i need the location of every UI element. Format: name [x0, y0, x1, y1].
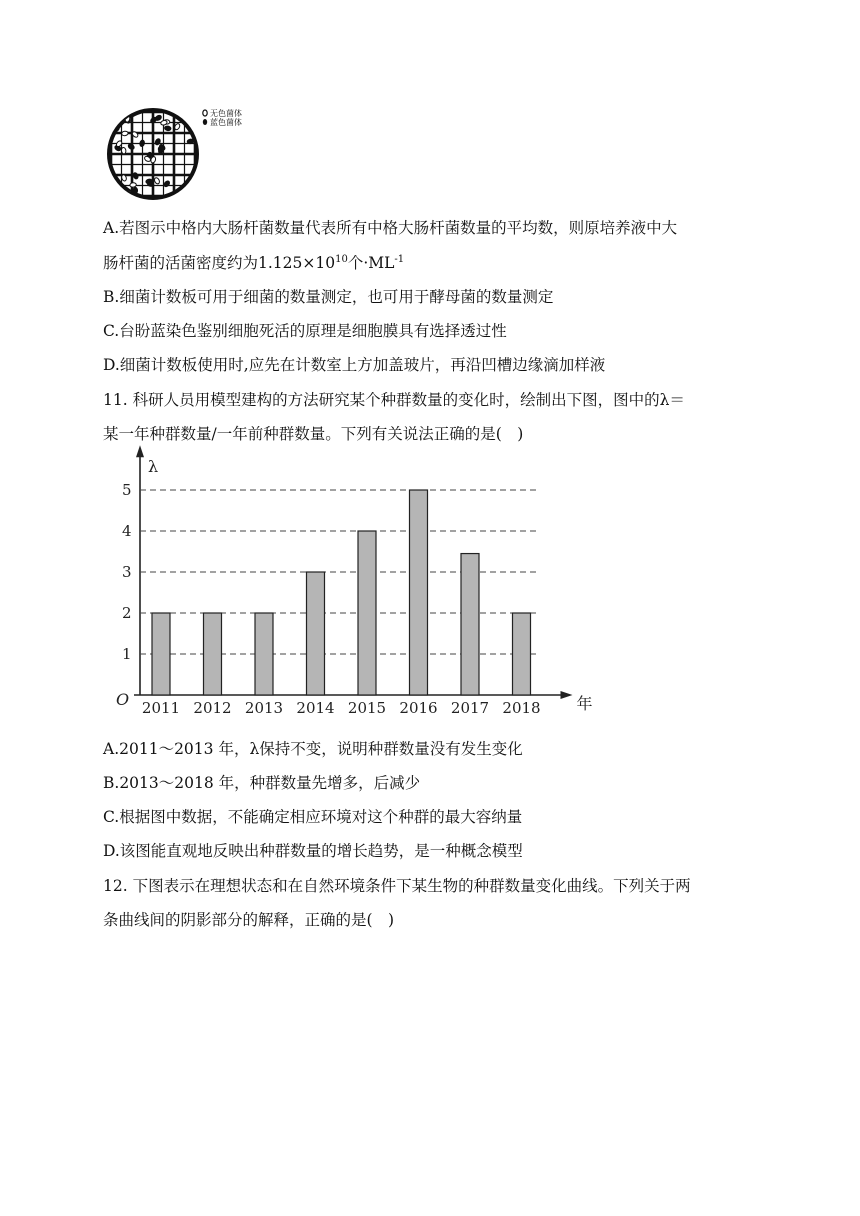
x-tick-label: 2011 — [141, 699, 181, 717]
bacteria-cell — [164, 126, 171, 132]
bar-2018 — [513, 613, 531, 695]
y-tick-label: 4 — [122, 522, 132, 540]
bar-2014 — [307, 572, 325, 695]
counting-chamber-figure — [106, 104, 256, 208]
bar-2011 — [152, 613, 170, 695]
x-tick-label: 2013 — [244, 699, 284, 717]
bar-2017 — [461, 554, 479, 695]
blue-cell-legend-icon — [203, 119, 207, 125]
legend-colorless-label: 无色菌体 — [210, 109, 242, 118]
x-tick-label: 2017 — [450, 699, 490, 717]
q11-option-c: C.根据图中数据，不能确定相应环境对这个种群的最大容纳量 — [103, 808, 523, 826]
bar-2016 — [410, 490, 428, 695]
y-tick-label: 5 — [122, 481, 132, 499]
q10-option-a-line1: A.若图示中格内大肠杆菌数量代表所有中格大肠杆菌数量的平均数，则原培养液中大 — [103, 219, 678, 237]
q11-option-d: D.该图能直观地反映出种群数量的增长趋势，是一种概念模型 — [103, 842, 523, 860]
q10-option-b: B.细菌计数板可用于细菌的数量测定，也可用于酵母菌的数量测定 — [103, 288, 554, 306]
q10-option-d: D.细菌计数板使用时,应先在计数室上方加盖玻片，再沿凹槽边缘滴加样液 — [103, 356, 606, 374]
q11-stem-line1: 11. 科研人员用模型建构的方法研究某个种群数量的变化时，绘制出下图，图中的λ＝ — [103, 391, 685, 409]
x-axis-arrow — [561, 691, 573, 699]
bacteria-cell — [121, 131, 128, 136]
y-tick-label: 2 — [122, 604, 132, 622]
bacteria-cell — [121, 147, 126, 154]
q11-option-b: B.2013～2018 年，种群数量先增多，后减少 — [103, 774, 421, 792]
q11-option-a: A.2011～2013 年，λ保持不变，说明种群数量没有发生变化 — [103, 740, 523, 758]
bacteria-cell — [130, 182, 137, 187]
y-tick-label: 3 — [122, 563, 132, 581]
y-axis-title: λ — [148, 457, 159, 476]
bar-2012 — [204, 613, 222, 695]
bacteria-cell — [187, 139, 194, 145]
q11-stem-line2: 某一年种群数量/一年前种群数量。下列有关说法正确的是( ) — [103, 425, 524, 443]
x-tick-label: 2018 — [502, 699, 541, 717]
bar-2013 — [255, 613, 273, 695]
colorless-cell-legend-icon — [203, 110, 207, 116]
legend-blue-label: 蓝色菌体 — [210, 118, 242, 127]
y-tick-label: 1 — [122, 645, 132, 663]
bar-2015 — [358, 531, 376, 695]
q10-option-a-line2: 肠杆菌的活菌密度约为$1.125\times 10^{10}$个$\cdot ML^{-1}$ — [103, 254, 405, 272]
x-tick-label: 2016 — [399, 699, 438, 717]
x-tick-label: 2014 — [296, 699, 335, 717]
x-tick-label: 2012 — [193, 699, 232, 717]
x-axis-title: 年 — [576, 694, 593, 713]
q12-stem-line1: 12. 下图表示在理想状态和在自然环境条件下某生物的种群数量变化曲线。下列关于两 — [103, 877, 691, 895]
q10-option-c: C.台盼蓝染色鉴别细胞死活的原理是细胞膜具有选择透过性 — [103, 322, 507, 340]
lambda-bar-chart — [110, 452, 593, 726]
x-tick-label: 2015 — [347, 699, 387, 717]
origin-label: O — [116, 690, 130, 709]
y-axis-arrow — [136, 445, 144, 457]
bacteria-cell — [133, 187, 138, 193]
q12-stem-line2: 条曲线间的阴影部分的解释，正确的是( ) — [103, 911, 395, 929]
